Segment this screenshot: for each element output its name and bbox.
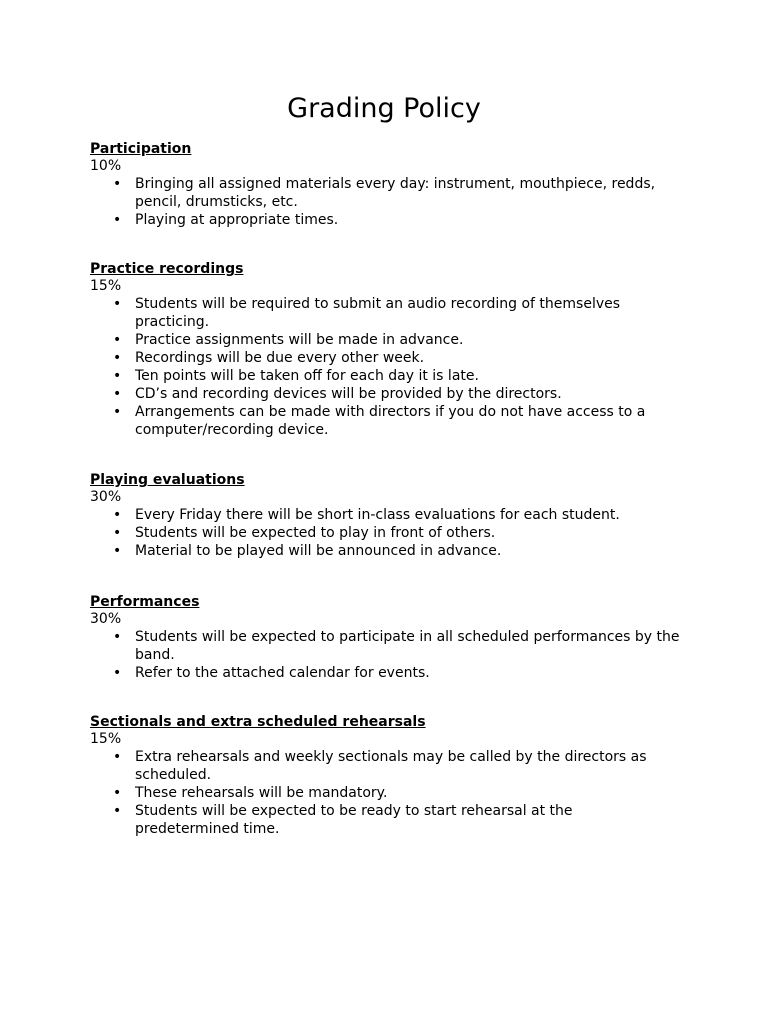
section-participation bbox=[90, 141, 690, 229]
bullet-list bbox=[90, 506, 690, 560]
bullet-icon: • bbox=[113, 350, 122, 366]
list-item bbox=[90, 385, 680, 403]
bullet-icon: • bbox=[113, 386, 122, 402]
list-item-text: Playing at appropriate times. bbox=[135, 212, 339, 228]
list-item bbox=[90, 524, 680, 542]
bullet-icon: • bbox=[113, 404, 122, 420]
list-item-text: Extra rehearsals and weekly sectionals may be called by the directors as scheduled. bbox=[135, 749, 647, 783]
list-item-text: Students will be required to submit an audio recording of themselves practicing. bbox=[135, 296, 621, 330]
page-title: Grading Policy bbox=[287, 93, 481, 124]
bullet-icon: • bbox=[113, 525, 122, 541]
section-heading: Sectionals and extra scheduled rehearsals bbox=[90, 714, 426, 730]
list-item bbox=[90, 175, 680, 211]
section-heading: Practice recordings bbox=[90, 261, 244, 277]
list-item-text: Ten points will be taken off for each day it is late. bbox=[135, 368, 479, 384]
list-item bbox=[90, 295, 680, 331]
list-item bbox=[90, 628, 680, 664]
bullet-list bbox=[90, 175, 690, 229]
bullet-icon: • bbox=[113, 296, 122, 312]
bullet-icon: • bbox=[113, 785, 122, 801]
section-weight: 30% bbox=[90, 611, 122, 627]
list-item bbox=[90, 211, 680, 229]
list-item-text: Students will be expected to participate in all scheduled performances by the band. bbox=[135, 629, 680, 663]
list-item bbox=[90, 331, 680, 349]
section-performances bbox=[90, 594, 690, 682]
list-item bbox=[90, 506, 680, 524]
list-item bbox=[90, 542, 680, 560]
bullet-list bbox=[90, 748, 690, 838]
list-item bbox=[90, 802, 680, 838]
list-item-text: Arrangements can be made with directors if you do not have access to a computer/recording device. bbox=[135, 404, 646, 438]
list-item bbox=[90, 748, 680, 784]
bullet-list bbox=[90, 295, 690, 439]
section-heading: Playing evaluations bbox=[90, 472, 245, 488]
list-item-text: These rehearsals will be mandatory. bbox=[135, 785, 388, 801]
section-weight: 30% bbox=[90, 489, 122, 505]
bullet-icon: • bbox=[113, 543, 122, 559]
bullet-icon: • bbox=[113, 368, 122, 384]
section-weight: 15% bbox=[90, 278, 122, 294]
list-item-text: Recordings will be due every other week. bbox=[135, 350, 425, 366]
section-weight: 15% bbox=[90, 731, 122, 747]
section-weight: 10% bbox=[90, 158, 122, 174]
section-playing-evaluations bbox=[90, 472, 690, 560]
list-item-text: Material to be played will be announced in advance. bbox=[135, 543, 502, 559]
list-item bbox=[90, 664, 680, 682]
list-item bbox=[90, 367, 680, 385]
list-item bbox=[90, 784, 680, 802]
section-heading: Performances bbox=[90, 594, 200, 610]
section-practice-recordings bbox=[90, 261, 690, 439]
bullet-icon: • bbox=[113, 665, 122, 681]
list-item-text: Refer to the attached calendar for events. bbox=[135, 665, 430, 681]
bullet-icon: • bbox=[113, 507, 122, 523]
bullet-icon: • bbox=[113, 176, 122, 192]
list-item-text: Practice assignments will be made in advance. bbox=[135, 332, 464, 348]
section-heading: Participation bbox=[90, 141, 192, 157]
list-item-text: CD’s and recording devices will be provided by the directors. bbox=[135, 386, 562, 402]
list-item bbox=[90, 349, 680, 367]
bullet-icon: • bbox=[113, 212, 122, 228]
section-sectionals-rehearsals bbox=[90, 714, 690, 838]
list-item bbox=[90, 403, 680, 439]
list-item-text: Students will be expected to be ready to start rehearsal at the predetermined time. bbox=[135, 803, 573, 837]
bullet-icon: • bbox=[113, 332, 122, 348]
list-item-text: Students will be expected to play in front of others. bbox=[135, 525, 496, 541]
bullet-icon: • bbox=[113, 629, 122, 645]
bullet-icon: • bbox=[113, 749, 122, 765]
list-item-text: Every Friday there will be short in-class evaluations for each student. bbox=[135, 507, 620, 523]
list-item-text: Bringing all assigned materials every day: instrument, mouthpiece, redds, pencil, drumsticks, etc. bbox=[135, 176, 656, 210]
bullet-list bbox=[90, 628, 690, 682]
bullet-icon: • bbox=[113, 803, 122, 819]
